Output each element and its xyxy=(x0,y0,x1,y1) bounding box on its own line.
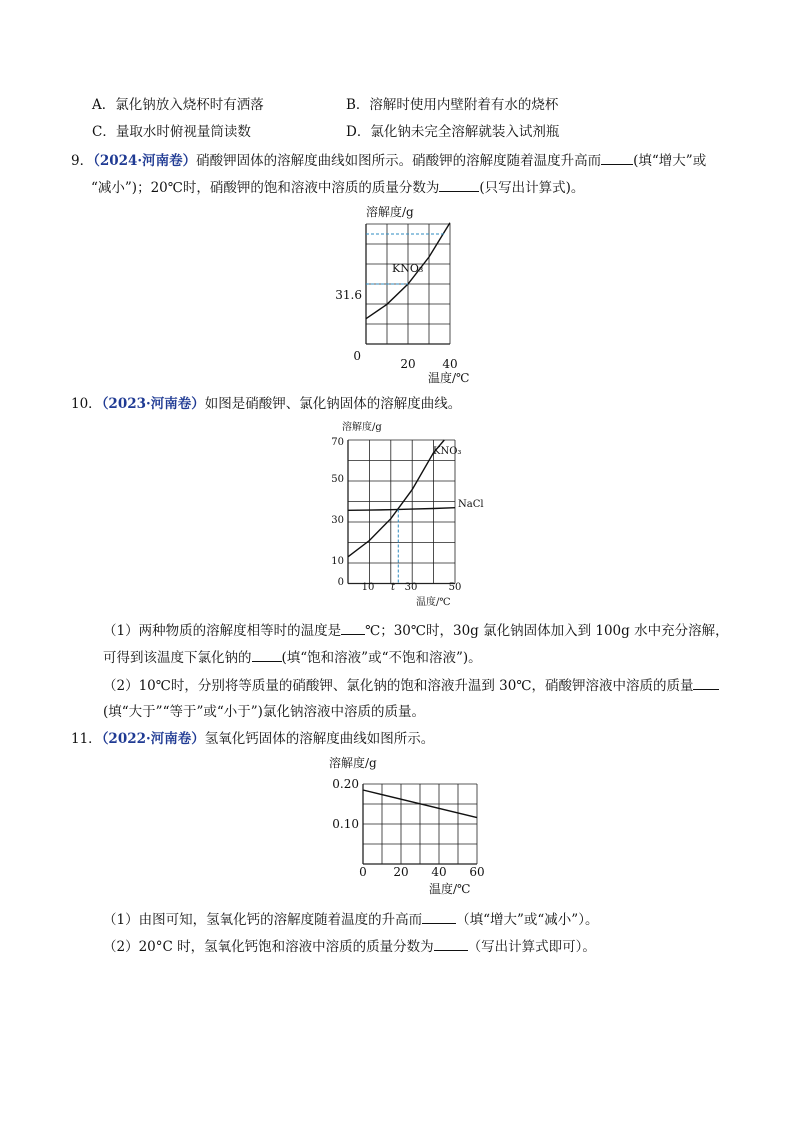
x-tick-t: t xyxy=(390,582,396,593)
q10-p1-text-d: (填“饱和溶液”或“不饱和溶液”)。 xyxy=(281,650,482,666)
q9-blank1[interactable] xyxy=(601,151,633,165)
q11-p2-text-b: （写出计算式即可）。 xyxy=(467,939,596,955)
q9-number: 9． xyxy=(71,153,94,169)
q9-text3: “减小”)；20℃时，硝酸钾的饱和溶液中溶质的质量分数为 xyxy=(91,180,440,196)
x-tick-20: 20 xyxy=(400,357,416,371)
kno3-curve xyxy=(348,440,444,557)
q10-blank2[interactable] xyxy=(252,648,282,662)
x-tick-60: 60 xyxy=(469,865,485,879)
option-b: B．溶解时使用内壁附着有水的烧杯 xyxy=(346,97,559,113)
y-axis-label: 溶解度/g xyxy=(342,422,382,433)
option-d: D．氯化钠未完全溶解就装入试剂瓶 xyxy=(346,124,560,140)
q11-p1-text-b: （填“增大”或“减小”）。 xyxy=(456,912,599,928)
x-tick-0: 0 xyxy=(359,865,367,879)
q9-text1: 硝酸钾固体的溶解度曲线如图所示。硝酸钾的溶解度随着温度升高而 xyxy=(196,153,602,169)
q9-blank2[interactable] xyxy=(439,178,479,192)
q11-p2 xyxy=(103,937,596,956)
q11-number: 11． xyxy=(71,731,102,747)
kno3-nacl-solubility-chart xyxy=(328,420,508,610)
y-tick-0: 0 xyxy=(353,349,361,363)
q10-p1-text-b: ℃；30℃时，30g 氯化钠固体加入到 100g 水中充分溶解， xyxy=(365,623,729,639)
y-tick-50: 50 xyxy=(331,474,344,485)
q10-p2 xyxy=(103,676,719,695)
q10-p2-text-b: (填“大于”“等于”或“小于”)氯化钠溶液中溶质的质量。 xyxy=(103,704,425,720)
option-c: C．量取水时俯视量筒读数 xyxy=(92,124,251,140)
x-axis-label: 温度/℃ xyxy=(416,597,451,608)
y-tick-70: 70 xyxy=(331,437,344,448)
q9-line2 xyxy=(91,178,584,197)
y-tick-0-10: 0.10 xyxy=(332,817,359,831)
q11-p1-text-a: （1）由图可知，氢氧化钙的溶解度随着温度的升高而 xyxy=(103,912,423,928)
q11-intro: 氢氧化钙固体的溶解度曲线如图所示。 xyxy=(204,731,435,747)
q10-p2-cont xyxy=(103,703,425,721)
x-axis-label: 温度/℃ xyxy=(429,882,471,896)
y-axis-label: 溶解度/g xyxy=(329,756,377,770)
x-tick-10: 10 xyxy=(361,582,375,593)
q10-line1 xyxy=(71,395,461,413)
y-axis-label: 溶解度/g xyxy=(366,205,414,219)
caoh2-solubility-chart xyxy=(325,752,495,900)
q10-p1-text-a: （1）两种物质的溶解度相等时的温度是 xyxy=(103,623,342,639)
y-tick-0-20: 0.20 xyxy=(332,777,359,791)
q10-intro: 如图是硝酸钾、氯化钠固体的溶解度曲线。 xyxy=(204,396,462,412)
q10-blank3[interactable] xyxy=(693,676,719,690)
q10-number: 10． xyxy=(71,396,102,412)
y-tick-10: 10 xyxy=(331,556,344,567)
q10-p1 xyxy=(103,621,729,640)
q11-blank2[interactable] xyxy=(434,937,468,951)
q11-source: （2022·河南卷） xyxy=(101,731,205,747)
q9-line1 xyxy=(71,151,706,170)
q10-p2-text-a: （2）10℃时，分别将等质量的硝酸钾、氯化钠的饱和溶液升温到 30℃，硝酸钾溶液中溶质的质量 xyxy=(103,678,694,694)
series-label-nacl: NaCl xyxy=(458,499,484,510)
q11-line1 xyxy=(71,730,434,748)
x-axis-label: 温度/℃ xyxy=(428,371,470,385)
y-tick-30: 30 xyxy=(331,515,344,526)
series-label-kno3: KNO₃ xyxy=(392,262,424,275)
q9-source: （2024·河南卷） xyxy=(93,153,197,169)
q9-text2: (填“增大”或 xyxy=(633,153,707,169)
x-tick-20: 20 xyxy=(393,865,409,879)
y-tick-31-6: 31.6 xyxy=(335,288,362,302)
y-tick-0: 0 xyxy=(337,577,344,588)
option-a: A．氯化钠放入烧杯时有洒落 xyxy=(92,97,264,113)
q11-blank1[interactable] xyxy=(422,910,456,924)
q10-p1-text-c: 可得到该温度下氯化钠的 xyxy=(103,650,252,666)
q11-p1 xyxy=(103,910,598,929)
x-tick-50: 50 xyxy=(448,582,462,593)
q10-source: （2023·河南卷） xyxy=(101,396,205,412)
x-tick-30: 30 xyxy=(404,582,418,593)
x-tick-40: 40 xyxy=(442,357,458,371)
q9-text4: (只写出计算式)。 xyxy=(479,180,585,196)
nacl-curve xyxy=(348,508,455,511)
x-tick-40: 40 xyxy=(431,865,447,879)
q10-blank1[interactable] xyxy=(341,621,365,635)
q10-p1-cont xyxy=(103,648,482,667)
q11-p2-text-a: （2）20°C 时，氢氧化钙饱和溶液中溶质的质量分数为 xyxy=(103,939,434,955)
series-label-kno3: KNO₃ xyxy=(433,446,462,457)
kno3-solubility-chart xyxy=(330,200,490,390)
